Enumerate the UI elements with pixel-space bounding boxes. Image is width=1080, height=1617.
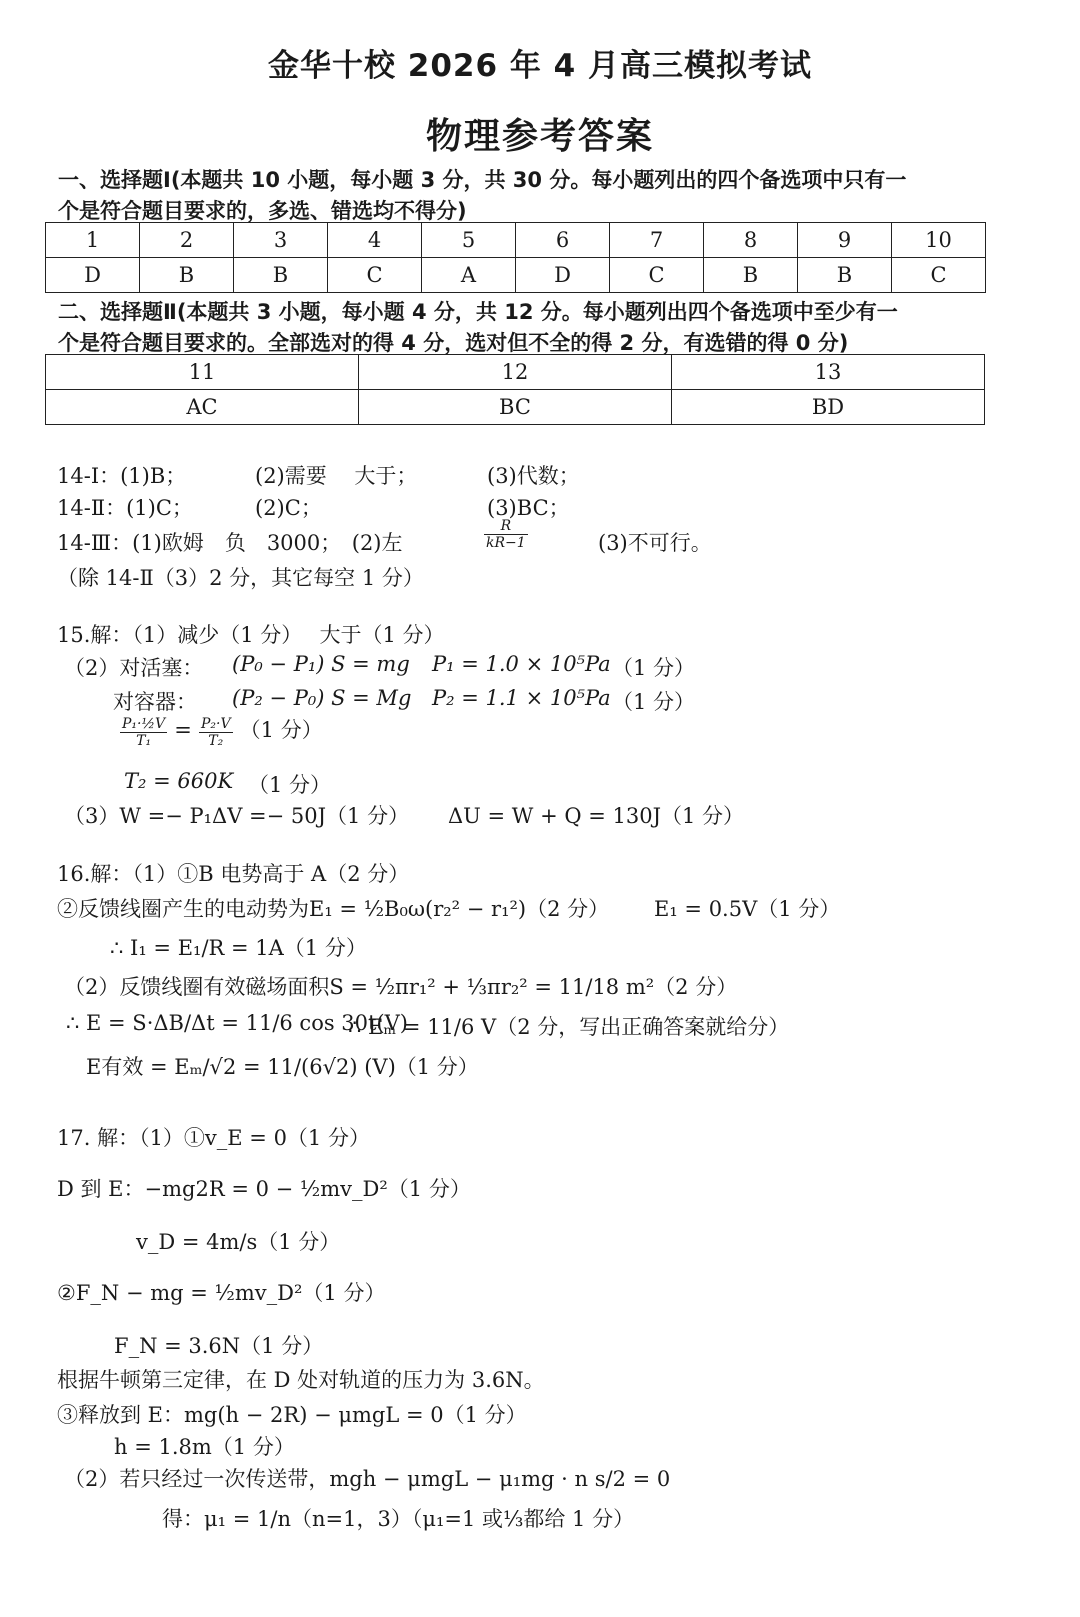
- fraction-numerator: R: [484, 518, 528, 535]
- section1-answer-row: [46, 258, 986, 293]
- q17-vd: v_D = 4m/s（1 分）: [136, 1230, 341, 1254]
- q16-emf-result: E₁ = 0.5V（1 分）: [654, 897, 841, 921]
- score: （1 分）: [239, 718, 323, 742]
- q15-t2-score: （1 分）: [248, 773, 332, 797]
- q16-line1: 16.解：（1）①B 电势高于 A（2 分）: [57, 862, 410, 886]
- q15-piston-equation: (P₀ − P₁) S = mg: [232, 652, 410, 676]
- section2-answer-table: [45, 354, 985, 425]
- q17-line1: 17. 解：（1）①v_E = 0（1 分）: [57, 1126, 370, 1150]
- section1-answer-table: [45, 222, 986, 293]
- table-cell: A: [422, 258, 516, 293]
- q15-piston-label: （2）对活塞：: [64, 656, 204, 680]
- exam-title: 金华十校 2026 年 4 月高三模拟考试: [267, 48, 813, 84]
- q17-normal-force-eq: ②F_N − mg = ½mv_D²（1 分）: [57, 1281, 386, 1305]
- table-cell: C: [328, 258, 422, 293]
- fraction-numerator: P₁·½V: [122, 716, 166, 732]
- table-cell: 8: [704, 223, 798, 258]
- q14-scoring-note: （除 14-Ⅱ（3）2 分，其它每空 1 分）: [57, 566, 424, 590]
- q15-container-equation: (P₂ − P₀) S = Mg: [232, 686, 412, 710]
- q14-3-part3: (3)不可行。: [598, 531, 712, 555]
- section1-number-row: [46, 223, 986, 258]
- q14-2-part2: (2)C；: [255, 496, 322, 520]
- section2-answer-row: [46, 390, 985, 425]
- q14-1-part2: (2)需要 大于；: [255, 464, 418, 488]
- answer-key-title: 物理参考答案: [425, 116, 654, 157]
- table-cell: B: [140, 258, 234, 293]
- q14-1-part1: 14-Ⅰ：(1)B；: [57, 464, 187, 488]
- fraction-denominator: T₁: [136, 733, 152, 749]
- table-cell: 3: [234, 223, 328, 258]
- table-cell: 9: [798, 223, 892, 258]
- table-cell: D: [516, 258, 610, 293]
- table-cell: C: [892, 258, 986, 293]
- q15-p2-score: （1 分）: [612, 690, 696, 714]
- table-cell: 12: [359, 355, 672, 390]
- q14-1-part3: (3)代数；: [487, 464, 580, 488]
- table-cell: BC: [359, 390, 672, 425]
- q17-height: h = 1.8m（1 分）: [114, 1435, 295, 1459]
- section2-heading-line2: 个是符合题目要求的。全部选对的得 4 分，选对但不全的得 2 分，有选错的得 0 分): [58, 331, 849, 355]
- q16-emf-expression: ∴ E = S·ΔB/Δt = 11/6 cos 30t(V): [66, 1011, 408, 1035]
- q15-container-label: 对容器：: [113, 690, 197, 714]
- fraction-denominator: kR−1: [486, 535, 526, 551]
- q15-p1-result: P₁ = 1.0 × 10⁵Pa: [432, 652, 611, 676]
- q14-2-part3: (3)BC；: [487, 496, 570, 520]
- table-cell: 1: [46, 223, 140, 258]
- q15-t2-result: T₂ = 660K: [124, 769, 234, 793]
- q16-area: （2）反馈线圈有效磁场面积S = ½πr₁² + ⅓πr₂² = 11/18 m²（2 分）: [64, 975, 738, 999]
- table-cell: 13: [672, 355, 985, 390]
- table-cell: 10: [892, 223, 986, 258]
- table-cell: BD: [672, 390, 985, 425]
- section1-heading-line1: 一、选择题Ⅰ(本题共 10 小题，每小题 3 分，共 30 分。每小题列出的四个备选项中只有一: [58, 168, 907, 192]
- q17-d-to-e: D 到 E：−mg2R = 0 − ½mv_D²（1 分）: [57, 1177, 471, 1201]
- table-cell: 2: [140, 223, 234, 258]
- section2-heading-line1: 二、选择题Ⅱ(本题共 3 小题，每小题 4 分，共 12 分。每小题列出四个备选项中至少有一: [58, 300, 898, 324]
- q17-release-eq: ③释放到 E：mg(h − 2R) − μmgL = 0（1 分）: [57, 1403, 527, 1427]
- table-cell: 6: [516, 223, 610, 258]
- q15-p1-score: （1 分）: [612, 656, 696, 680]
- table-cell: B: [234, 258, 328, 293]
- table-cell: B: [704, 258, 798, 293]
- q14-3-fraction: [482, 518, 530, 551]
- q14-2-part1: 14-Ⅱ：(1)C；: [57, 496, 193, 520]
- q15-internal-energy: ΔU = W + Q = 130J（1 分）: [448, 804, 745, 828]
- q17-normal-force: F_N = 3.6N（1 分）: [114, 1334, 324, 1358]
- table-cell: AC: [46, 390, 359, 425]
- section1-heading-line2: 个是符合题目要求的，多选、错选均不得分): [58, 199, 467, 223]
- q15-line1: 15.解：（1）减少（1 分） 大于（1 分）: [57, 623, 445, 647]
- q15-work: （3）W =− P₁ΔV =− 50J（1 分）: [64, 804, 410, 828]
- table-cell: D: [46, 258, 140, 293]
- fraction-denominator: T₂: [208, 733, 224, 749]
- fraction-numerator: P₂·V: [200, 716, 231, 732]
- q17-conveyor-eq: （2）若只经过一次传送带，mgh − μmgL − μ₁mg · n s/2 = 0: [64, 1467, 671, 1491]
- q16-emf-equation: ②反馈线圈产生的电动势为E₁ = ½B₀ω(r₂² − r₁²)（2 分）: [57, 897, 610, 921]
- section2-number-row: [46, 355, 985, 390]
- q16-emf-rms: E有效 = Eₘ/√2 = 11/(6√2) (V)（1 分）: [86, 1055, 479, 1079]
- q15-p2-result: P₂ = 1.1 × 10⁵Pa: [432, 686, 611, 710]
- table-cell: 11: [46, 355, 359, 390]
- q17-friction-result: 得：μ₁ = 1/n（n=1，3）（μ₁=1 或⅓都给 1 分）: [162, 1507, 635, 1531]
- table-cell: C: [610, 258, 704, 293]
- q16-current: ∴ I₁ = E₁/R = 1A（1 分）: [110, 936, 367, 960]
- q16-emf-max: ∴ Eₘ = 11/6 V（2 分，写出正确答案就给分）: [348, 1015, 790, 1039]
- table-cell: 7: [610, 223, 704, 258]
- table-cell: 4: [328, 223, 422, 258]
- table-cell: 5: [422, 223, 516, 258]
- q17-newton-third-law: 根据牛顿第三定律，在 D 处对轨道的压力为 3.6N。: [57, 1368, 545, 1392]
- table-cell: B: [798, 258, 892, 293]
- q14-3-part1: 14-Ⅲ：(1)欧姆 负 3000； (2)左: [57, 531, 403, 555]
- q15-gas-law-equation: $\frac{\text{P₁·½V}}{\text{T₁}}$ = $\frac{\text{P₂·V}}{\text{T₂}}$ （1 分）: [122, 716, 323, 749]
